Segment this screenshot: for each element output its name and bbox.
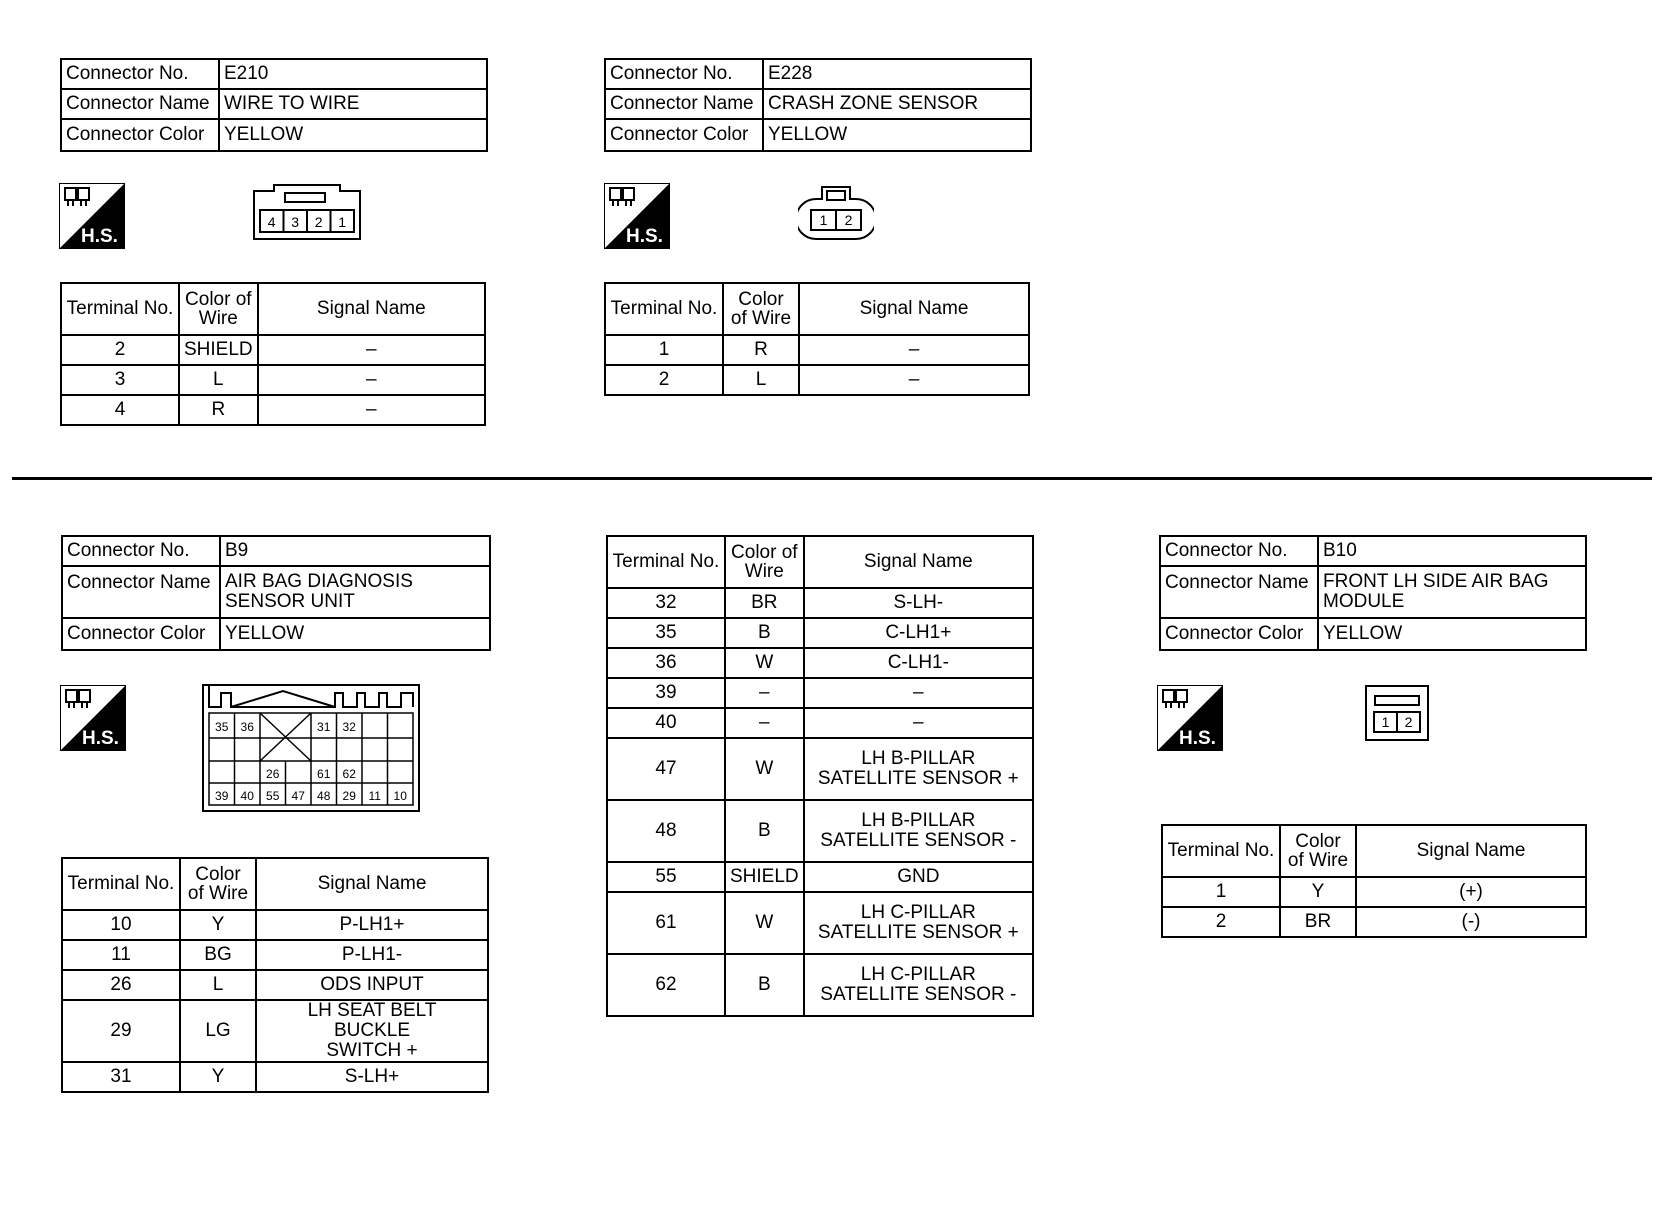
table-row xyxy=(607,678,1033,708)
wire-color: BR xyxy=(1280,907,1356,937)
connector-no-value: B9 xyxy=(220,536,490,566)
wire-color: R xyxy=(723,335,799,365)
hs-label: H.S. xyxy=(626,226,663,247)
terminal-no-header: Terminal No. xyxy=(1162,825,1280,877)
connector-color-value: YELLOW xyxy=(763,119,1031,151)
terminal-no: 35 xyxy=(607,618,725,648)
terminal-no: 47 xyxy=(607,738,725,800)
pin-label: 29 xyxy=(342,789,356,803)
wire-color: L xyxy=(179,365,258,395)
pin-label: 1 xyxy=(338,214,347,230)
table-row xyxy=(607,708,1033,738)
signal-name: (-) xyxy=(1356,907,1586,937)
connector-no-value: B10 xyxy=(1318,536,1586,566)
terminal-no-header: Terminal No. xyxy=(607,536,725,588)
wire-color: R xyxy=(179,395,258,425)
terminal-table-b9-continued xyxy=(606,535,1034,1017)
table-row xyxy=(61,365,485,395)
connector-color-value: YELLOW xyxy=(1318,618,1586,650)
connector-no-label: Connector No. xyxy=(62,536,220,566)
table-row xyxy=(62,970,488,1000)
table-row xyxy=(607,892,1033,954)
color-of-wire-header: Color of Wire xyxy=(180,858,256,910)
color-of-wire-header: Color of Wire xyxy=(723,283,799,335)
wire-color: Y xyxy=(1280,877,1356,907)
connector-info-b9 xyxy=(61,535,491,651)
pin-label: 26 xyxy=(266,767,280,781)
terminal-no: 31 xyxy=(62,1062,180,1092)
terminal-no: 4 xyxy=(61,395,179,425)
table-row xyxy=(1162,907,1586,937)
signal-name: – xyxy=(258,335,485,365)
connector-no-value: E210 xyxy=(219,59,487,89)
terminal-no-header: Terminal No. xyxy=(62,858,180,910)
hs-harness-side-icon xyxy=(604,183,670,249)
wire-color: BG xyxy=(180,940,256,970)
pin-label: 2 xyxy=(1404,714,1413,730)
signal-name: LH SEAT BELT BUCKLE SWITCH + xyxy=(256,1000,488,1062)
connector-color-label: Connector Color xyxy=(1160,618,1318,650)
wire-color: B xyxy=(725,800,804,862)
wire-color: – xyxy=(725,678,804,708)
pin-label: 55 xyxy=(266,789,280,803)
connector-name-value: CRASH ZONE SENSOR xyxy=(763,89,1031,119)
color-of-wire-header: Color of Wire xyxy=(1280,825,1356,877)
connector-name-value: AIR BAG DIAGNOSIS SENSOR UNIT xyxy=(220,566,490,618)
pin-label: 3 xyxy=(291,214,300,230)
wire-color: B xyxy=(725,954,804,1016)
color-of-wire-header: Color of Wire xyxy=(179,283,258,335)
pin-label: 1 xyxy=(1381,714,1390,730)
wire-color: LG xyxy=(180,1000,256,1062)
pin-label: 47 xyxy=(291,789,305,803)
terminal-no: 11 xyxy=(62,940,180,970)
signal-name: LH C-PILLAR SATELLITE SENSOR - xyxy=(804,954,1033,1016)
wire-color: L xyxy=(180,970,256,1000)
pin-label: 10 xyxy=(393,789,407,803)
wire-color: Y xyxy=(180,910,256,940)
section-divider xyxy=(12,477,1652,480)
terminal-no: 32 xyxy=(607,588,725,618)
terminal-no: 55 xyxy=(607,862,725,892)
terminal-no: 1 xyxy=(1162,877,1280,907)
signal-name: C-LH1+ xyxy=(804,618,1033,648)
signal-name: (+) xyxy=(1356,877,1586,907)
table-row xyxy=(62,1062,488,1092)
signal-name: ODS INPUT xyxy=(256,970,488,1000)
table-row xyxy=(61,395,485,425)
wire-color: B xyxy=(725,618,804,648)
terminal-table-e228 xyxy=(604,282,1030,396)
terminal-no: 29 xyxy=(62,1000,180,1062)
terminal-no: 36 xyxy=(607,648,725,678)
pin-label: 62 xyxy=(342,767,356,781)
wire-color: W xyxy=(725,648,804,678)
signal-name: GND xyxy=(804,862,1033,892)
terminal-no: 26 xyxy=(62,970,180,1000)
terminal-no: 40 xyxy=(607,708,725,738)
pin-label: 40 xyxy=(240,789,254,803)
connector-no-value: E228 xyxy=(763,59,1031,89)
pin-label: 36 xyxy=(240,720,254,734)
terminal-no: 3 xyxy=(61,365,179,395)
signal-name-header: Signal Name xyxy=(256,858,488,910)
signal-name: LH B-PILLAR SATELLITE SENSOR - xyxy=(804,800,1033,862)
table-row xyxy=(62,940,488,970)
connector-face-b10 xyxy=(1364,684,1430,742)
wire-color: L xyxy=(723,365,799,395)
pin-label: 2 xyxy=(314,214,323,230)
terminal-no: 2 xyxy=(605,365,723,395)
terminal-no: 39 xyxy=(607,678,725,708)
pin-label: 39 xyxy=(215,789,229,803)
terminal-no: 10 xyxy=(62,910,180,940)
table-row xyxy=(605,365,1029,395)
signal-name: S-LH+ xyxy=(256,1062,488,1092)
signal-name: – xyxy=(799,365,1029,395)
signal-name: P-LH1+ xyxy=(256,910,488,940)
hs-label: H.S. xyxy=(82,728,119,749)
pin-label: 31 xyxy=(317,720,331,734)
signal-name: – xyxy=(804,708,1033,738)
signal-name: C-LH1- xyxy=(804,648,1033,678)
terminal-table-e210 xyxy=(60,282,486,426)
terminal-no: 48 xyxy=(607,800,725,862)
table-row xyxy=(607,588,1033,618)
hs-harness-side-icon xyxy=(60,685,126,751)
table-row xyxy=(607,618,1033,648)
connector-face-e228 xyxy=(798,183,874,243)
signal-name: – xyxy=(799,335,1029,365)
connector-color-label: Connector Color xyxy=(605,119,763,151)
signal-name-header: Signal Name xyxy=(799,283,1029,335)
pin-label: 61 xyxy=(317,767,331,781)
pin-label: 32 xyxy=(342,720,356,734)
hs-harness-side-icon xyxy=(59,183,125,249)
hs-harness-side-icon xyxy=(1157,685,1223,751)
table-row xyxy=(607,862,1033,892)
connector-info-e210 xyxy=(60,58,488,152)
signal-name: – xyxy=(804,678,1033,708)
table-row xyxy=(607,954,1033,1016)
connector-name-label: Connector Name xyxy=(1160,566,1318,618)
wire-color: W xyxy=(725,892,804,954)
table-row xyxy=(607,738,1033,800)
connector-color-value: YELLOW xyxy=(220,618,490,650)
connector-name-label: Connector Name xyxy=(605,89,763,119)
connector-info-e228 xyxy=(604,58,1032,152)
signal-name: – xyxy=(258,395,485,425)
terminal-no: 62 xyxy=(607,954,725,1016)
table-row xyxy=(61,335,485,365)
table-row xyxy=(1162,877,1586,907)
connector-name-label: Connector Name xyxy=(61,89,219,119)
connector-no-label: Connector No. xyxy=(1160,536,1318,566)
signal-name: LH B-PILLAR SATELLITE SENSOR + xyxy=(804,738,1033,800)
connector-color-label: Connector Color xyxy=(62,618,220,650)
table-row xyxy=(607,800,1033,862)
signal-name: – xyxy=(258,365,485,395)
terminal-no: 1 xyxy=(605,335,723,365)
connector-color-label: Connector Color xyxy=(61,119,219,151)
pin-label: 35 xyxy=(215,720,229,734)
wire-color: Y xyxy=(180,1062,256,1092)
signal-name-header: Signal Name xyxy=(258,283,485,335)
color-of-wire-header: Color of Wire xyxy=(725,536,804,588)
wire-color: – xyxy=(725,708,804,738)
signal-name: S-LH- xyxy=(804,588,1033,618)
connector-name-label: Connector Name xyxy=(62,566,220,618)
table-row xyxy=(62,910,488,940)
connector-no-label: Connector No. xyxy=(61,59,219,89)
connector-face-b9 xyxy=(201,683,421,813)
terminal-no-header: Terminal No. xyxy=(605,283,723,335)
connector-info-b10 xyxy=(1159,535,1587,651)
wire-color: W xyxy=(725,738,804,800)
pin-label: 2 xyxy=(844,212,853,228)
signal-name-header: Signal Name xyxy=(1356,825,1586,877)
wire-color: SHIELD xyxy=(179,335,258,365)
pin-label: 4 xyxy=(267,214,276,230)
connector-color-value: YELLOW xyxy=(219,119,487,151)
terminal-no: 61 xyxy=(607,892,725,954)
table-row xyxy=(607,648,1033,678)
terminal-no: 2 xyxy=(1162,907,1280,937)
table-row xyxy=(605,335,1029,365)
table-row xyxy=(62,1000,488,1062)
pin-label: 48 xyxy=(317,789,331,803)
connector-name-value: WIRE TO WIRE xyxy=(219,89,487,119)
connector-no-label: Connector No. xyxy=(605,59,763,89)
signal-name: P-LH1- xyxy=(256,940,488,970)
hs-label: H.S. xyxy=(81,226,118,247)
hs-label: H.S. xyxy=(1179,728,1216,749)
connector-name-value: FRONT LH SIDE AIR BAG MODULE xyxy=(1318,566,1586,618)
signal-name-header: Signal Name xyxy=(804,536,1033,588)
terminal-no-header: Terminal No. xyxy=(61,283,179,335)
wire-color: SHIELD xyxy=(725,862,804,892)
signal-name: LH C-PILLAR SATELLITE SENSOR + xyxy=(804,892,1033,954)
wire-color: BR xyxy=(725,588,804,618)
terminal-table-b10 xyxy=(1161,824,1587,938)
pin-label: 11 xyxy=(368,789,381,803)
terminal-no: 2 xyxy=(61,335,179,365)
pin-label: 1 xyxy=(819,212,828,228)
terminal-table-b9 xyxy=(61,857,489,1093)
connector-face-e210 xyxy=(252,183,362,241)
